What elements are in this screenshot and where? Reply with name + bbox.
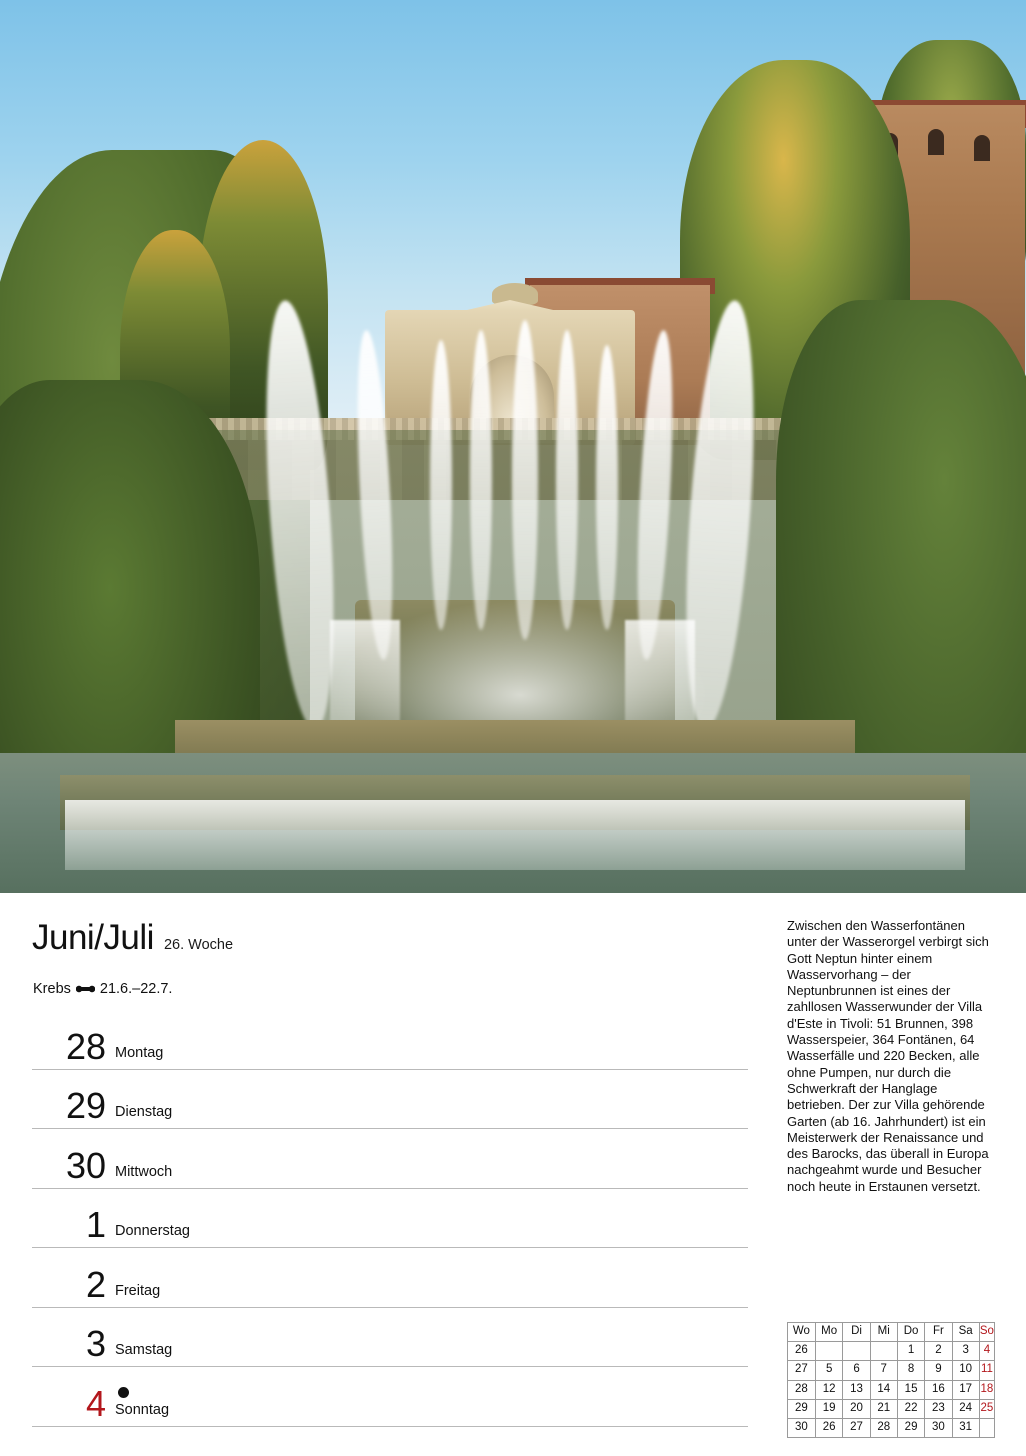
day-name: Montag [115, 1044, 164, 1061]
mini-day[interactable]: 1 [897, 1342, 924, 1361]
mini-day-sunday[interactable]: 11 [979, 1361, 994, 1380]
mini-day[interactable]: 14 [870, 1380, 897, 1399]
mini-day[interactable]: 5 [815, 1361, 843, 1380]
zodiac-range: 21.6.–22.7. [99, 981, 173, 997]
water-jet [556, 330, 578, 630]
day-name: Donnerstag [115, 1223, 190, 1239]
mini-week-row [788, 1419, 995, 1438]
mini-day[interactable]: 2 [925, 1342, 952, 1361]
mini-day-sunday[interactable]: 25 [979, 1399, 994, 1418]
mini-week-number: 26 [788, 1342, 816, 1361]
day-number: 1 [85, 1204, 106, 1245]
mini-day[interactable]: 28 [870, 1419, 897, 1438]
water-jet [596, 345, 618, 630]
cancer-icon [76, 982, 95, 996]
zodiac-name: Krebs [33, 981, 71, 997]
mini-day[interactable]: 22 [897, 1399, 924, 1418]
mini-day[interactable]: 21 [870, 1399, 897, 1418]
mini-week-row [788, 1399, 995, 1418]
mini-header-fr: Fr [925, 1323, 952, 1342]
mini-week-row [788, 1342, 995, 1361]
mini-day[interactable]: 31 [952, 1419, 979, 1438]
mini-header-so: So [979, 1323, 994, 1342]
mini-week-number: 30 [788, 1419, 816, 1438]
mini-week-number: 29 [788, 1399, 816, 1418]
mini-day[interactable]: 10 [952, 1361, 979, 1380]
mini-day[interactable]: 27 [843, 1419, 870, 1438]
mini-week-row [788, 1380, 995, 1399]
mini-day[interactable]: 19 [815, 1399, 843, 1418]
mini-month-calendar [787, 1322, 995, 1438]
mini-day[interactable]: 23 [925, 1399, 952, 1418]
mini-day[interactable]: 15 [897, 1380, 924, 1399]
day-row[interactable] [32, 1129, 748, 1189]
day-number: 3 [85, 1323, 106, 1364]
day-row[interactable] [32, 1189, 748, 1249]
mini-day[interactable]: 16 [925, 1380, 952, 1399]
mini-day[interactable]: 8 [897, 1361, 924, 1380]
mini-day[interactable]: 12 [815, 1380, 843, 1399]
mini-day[interactable]: 29 [897, 1419, 924, 1438]
mini-header-di: Di [843, 1323, 870, 1342]
mini-day[interactable]: 26 [815, 1419, 843, 1438]
day-list [32, 1010, 748, 1427]
day-number: 2 [85, 1263, 106, 1305]
mini-day[interactable]: 30 [925, 1419, 952, 1438]
villa-window [928, 129, 944, 155]
water-jet [430, 340, 452, 630]
day-row[interactable] [32, 1070, 748, 1130]
zodiac-row [33, 981, 172, 997]
mini-day[interactable] [815, 1342, 843, 1361]
day-number: 28 [65, 1025, 106, 1067]
water-jet [512, 320, 538, 640]
water-jet [470, 330, 492, 630]
day-number: 4 [85, 1382, 106, 1424]
description-text: Zwischen den Wasserfontänen unter der Wasserorgel verbirgt sich Gott Neptun hinter einem Wasservorhang – der Neptunbrunnen ist eines der zahllosen Wasserwunder der Villa d'Este in Tivoli: 51 Brunnen, 398 Wasserspeier, 364 Fontänen, 64 Wasserfälle und 220 Becken, alle ohne Pumpen, nur durch die Schwerkraft der Hanglage betrieben. Der zur Villa gehörende Garten (ab 16. Jahrhundert) ist ein Meisterwerk der Renaissance und des Barocks, das überall in Europa nachgeahmt wurde und Besucher noch heute in Erstaunen versetzt. [787, 918, 989, 1194]
day-name: Freitag [115, 1282, 161, 1299]
mini-day[interactable]: 6 [843, 1361, 870, 1380]
mini-day-sunday[interactable] [979, 1419, 994, 1438]
mini-header-mi: Mi [870, 1323, 897, 1342]
day-number: 30 [65, 1144, 106, 1186]
week-number: 26. Woche [163, 937, 234, 953]
mini-header-mo: Mo [815, 1323, 843, 1342]
mini-day[interactable]: 20 [843, 1399, 870, 1418]
mini-header-week: Wo [788, 1323, 816, 1342]
mini-day-sunday[interactable]: 18 [979, 1380, 994, 1399]
mini-week-row [788, 1361, 995, 1380]
villa-window [974, 135, 990, 161]
calendar-section [0, 893, 1026, 1456]
mini-day[interactable]: 9 [925, 1361, 952, 1380]
mini-day[interactable] [843, 1342, 870, 1361]
day-row[interactable] [32, 1367, 748, 1427]
page-title: Juni/Juli [32, 918, 154, 957]
day-name: Sonntag [115, 1401, 170, 1418]
mini-header-do: Do [897, 1323, 924, 1342]
mini-day[interactable]: 17 [952, 1380, 979, 1399]
mini-day[interactable] [870, 1342, 897, 1361]
mini-day[interactable]: 3 [952, 1342, 979, 1361]
new-moon-icon [118, 1387, 129, 1398]
cascade-weir [65, 800, 965, 870]
day-row[interactable] [32, 1308, 748, 1368]
mini-header-row [788, 1323, 995, 1342]
day-row[interactable] [32, 1010, 748, 1070]
day-number: 29 [65, 1085, 106, 1126]
mini-week-number: 27 [788, 1361, 816, 1380]
day-name: Samstag [115, 1342, 173, 1358]
mini-header-sa: Sa [952, 1323, 979, 1342]
day-name: Mittwoch [115, 1163, 173, 1180]
mini-day[interactable]: 13 [843, 1380, 870, 1399]
mini-day[interactable]: 7 [870, 1361, 897, 1380]
day-name: Dienstag [115, 1104, 173, 1120]
mini-day[interactable]: 24 [952, 1399, 979, 1418]
month-header [32, 918, 233, 958]
mini-week-number: 28 [788, 1380, 816, 1399]
mini-day-sunday[interactable]: 4 [979, 1342, 994, 1361]
day-row[interactable] [32, 1248, 748, 1308]
